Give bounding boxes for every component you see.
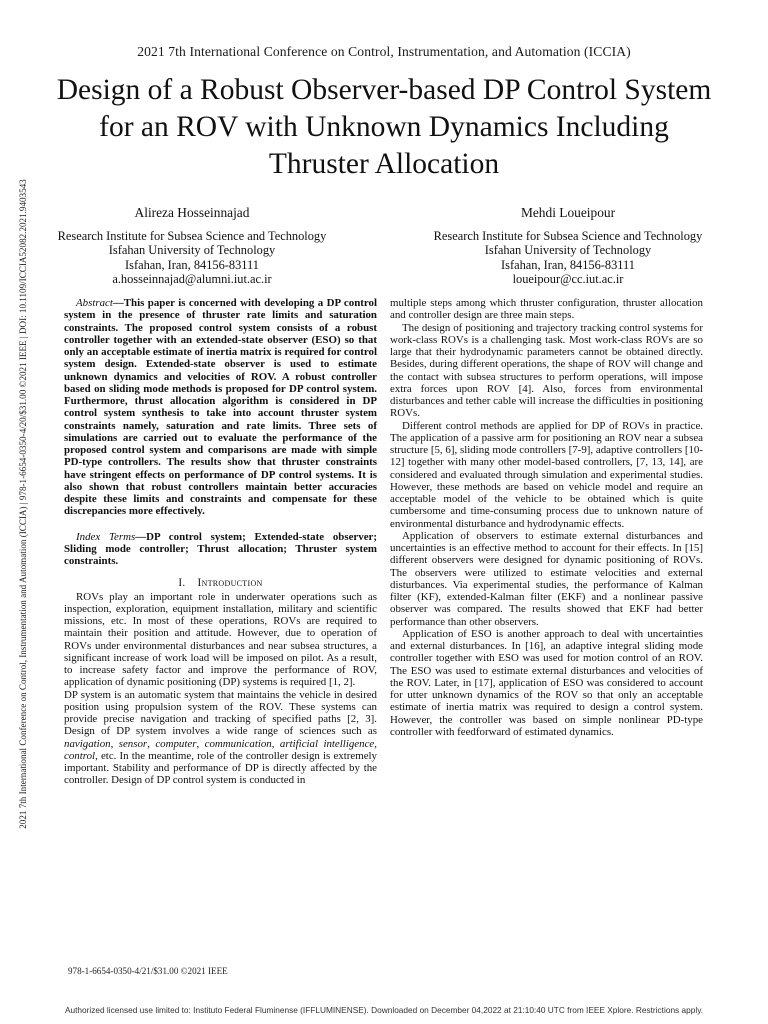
body-paragraph: Different control methods are applied for DP of ROVs in practice. The application of a passive arm for positioning an ROV near a subsea structure [5, 6], sliding mode controllers [7-9], adaptive controllers [10-12] together with many other model-based controllers, [7, 13, 14], are considered and evaluated through simulation and experimental studies. However, these methods are based on vehicle model and require an acceptable model of the vehicle to be obtained which is quite cumbersome and time-consuming process due to unknown nature of environmental disturbance and hydrodynamic effects.: [390, 419, 703, 530]
copyright-notice: 978-1-6654-0350-4/21/$31.00 ©2021 IEEE: [68, 966, 228, 976]
text-run: ,: [196, 737, 205, 750]
right-column: [390, 297, 703, 738]
emphasis: computer: [155, 737, 197, 750]
body-paragraph: The design of positioning and trajectory tracking control systems for work-class ROVs is a challenging task. Most work-class ROVs are so large that their hydrodynamic parameters cannot be obtained directly. Besides, during different operations, the shape of ROV will change and the contact with subsea structures to perform operations, will impose extra forces upon ROV [4]. Also, forces from environmental disturbances and tether cable will increase the difficulties in positioning ROVs.: [390, 321, 703, 420]
left-column: [64, 297, 377, 787]
author-email[interactable]: loueipour@cc.iut.ac.ir: [512, 272, 624, 287]
sidebar-citation-text: 2021 7th International Conference on Control, Instrumentation and Automation (ICCIA) | 978-1-6654-0350-4/20/$31.00 ©2021 IEEE | DOI: 10.1109/ICCIA52082.2021.9403543: [18, 179, 28, 829]
license-footer: Authorized licensed use limited to: Instituto Federal Fluminense (IFFLUMINENSE). Downloaded on December 04,2022 at 21:10:40 UTC from IEEE Xplore. Restrictions apply.: [64, 1005, 704, 1015]
title-line: Design of a Robust Observer-based DP Control System: [56, 74, 712, 106]
emphasis: navigation: [64, 737, 111, 750]
abstract: [64, 297, 377, 518]
section-number: I.: [178, 577, 186, 590]
author-block-1: [22, 206, 362, 287]
body-paragraph: multiple steps among which thruster configuration, thruster allocation and controller design are three main steps.: [390, 297, 703, 322]
author-university: Isfahan University of Technology: [484, 243, 652, 258]
text-run: ,: [110, 737, 119, 750]
body-paragraph: Application of ESO is another approach to deal with uncertainties and external disturbances. In [16], an adaptive integral sliding mode controller together with ESO was used for motion control of an ROV. The ESO was used to estimate external disturbances and velocities of the ROV. Later, in [17], application of ESO was considered to account for utter unknown dynamics of the ROV so that only an acceptable estimate of inertia matrix was required to design a control system. However, the controller was based on simple nonlinear PD-type controller with feedforward of estimated dynamics.: [390, 627, 703, 738]
emphasis: sensor: [118, 737, 148, 750]
emphasis: communication: [204, 737, 272, 750]
author-name: Alireza Hosseinnajad: [134, 205, 250, 220]
section-heading: [64, 577, 377, 589]
emphasis: artificial intelligence: [279, 737, 375, 750]
text-run: ,: [271, 737, 280, 750]
index-terms-text: —DP control system; Extended-state observer; Sliding mode controller; Thrust allocation; Thruster system constraints.: [64, 530, 377, 567]
text-run: ,: [374, 737, 377, 750]
body-paragraph: ROVs play an important role in underwater operations such as inspection, exploration, equipment installation, military and scientific missions, etc. In most of these operations, ROVs are required to maintain their position and attitude. However, due to operation of ROVs under environmental disturbances and near subsea structures, a significant increase of work load will be imposed on pilot. As a result, to increase safety factor and improve the performance of ROV, application of dynamic positioning (DP) systems is required [1, 2].: [64, 590, 377, 689]
title-line: for an ROV with Unknown Dynamics Including: [99, 111, 669, 143]
text-run: ,: [147, 737, 156, 750]
index-terms: [64, 531, 377, 568]
section-title: Introduction: [197, 577, 263, 590]
author-affiliation: Research Institute for Subsea Science and Technology: [433, 228, 703, 243]
author-name: Mehdi Loueipour: [520, 205, 616, 220]
emphasis: control: [64, 749, 96, 762]
conference-header: 2021 7th International Conference on Control, Instrumentation, and Automation (ICCIA): [137, 44, 631, 59]
text-run: , etc. In the meantime, role of the controller design is extremely important. Stability and performance of DP is directly affected by the controller. Design of DP control system is conducted in: [64, 749, 377, 787]
author-university: Isfahan University of Technology: [108, 243, 276, 258]
text-run: DP system is an automatic system that maintains the vehicle in desired position using propulsion system of the ROV. These systems can provide precise navigation and tracking of specified paths [2, 3]. Design of DP system involves a wide range of sciences such as: [64, 688, 377, 738]
body-paragraph: Application of observers to estimate external disturbances and uncertainties is an effective method to account for their effects. In [15] different observers were designed for dynamic positioning of ROVs. The observers were utilized to estimate velocities and external disturbances. Via experimental studies, the performance of Kalman filter (KF), extended-Kalman filter (EKF) and a nonlinear passive observer was compared. The results showed that EKF had better performance than other observers.: [390, 529, 703, 628]
author-block-2: [398, 206, 738, 287]
author-location: Isfahan, Iran, 84156-83111: [125, 257, 259, 272]
body-paragraph-dp: [64, 689, 377, 787]
abstract-lead: Abstract: [76, 297, 113, 309]
author-email[interactable]: a.hosseinnajad@alumni.iut.ac.ir: [112, 272, 272, 287]
index-terms-lead: Index Terms: [76, 530, 136, 543]
paper-title: [28, 72, 740, 183]
author-location: Isfahan, Iran, 84156-83111: [501, 257, 635, 272]
title-line: Thruster Allocation: [268, 148, 500, 180]
author-affiliation: Research Institute for Subsea Science and Technology: [57, 228, 327, 243]
abstract-text: —This paper is concerned with developing a DP control system in the presence of thruster rate limits and saturation constraints. The proposed control system consists of a robust controller together with an extended-state observer (ESO) so that only an acceptable estimate of inertia matrix is required for control system design. Extended-state observer is used to estimate unknown dynamics and velocities of ROV. A robust controller based on sliding mode methods is proposed for DP control system. Furthermore, thrust allocation algorithm is considered in DP control system synthesis to take into account thruster system constraints namely, saturation and rate limits. Three sets of simulations are carried out to evaluate the performance of the proposed control system and comparisons are made with simple PD-type controllers. The results show that thruster constraints have stringent effects on performance of DP control systems. It is also shown that robust controllers maintain better accuracies despite these limits and constraints and compensate for these discrepancies more effectively.: [64, 297, 377, 518]
